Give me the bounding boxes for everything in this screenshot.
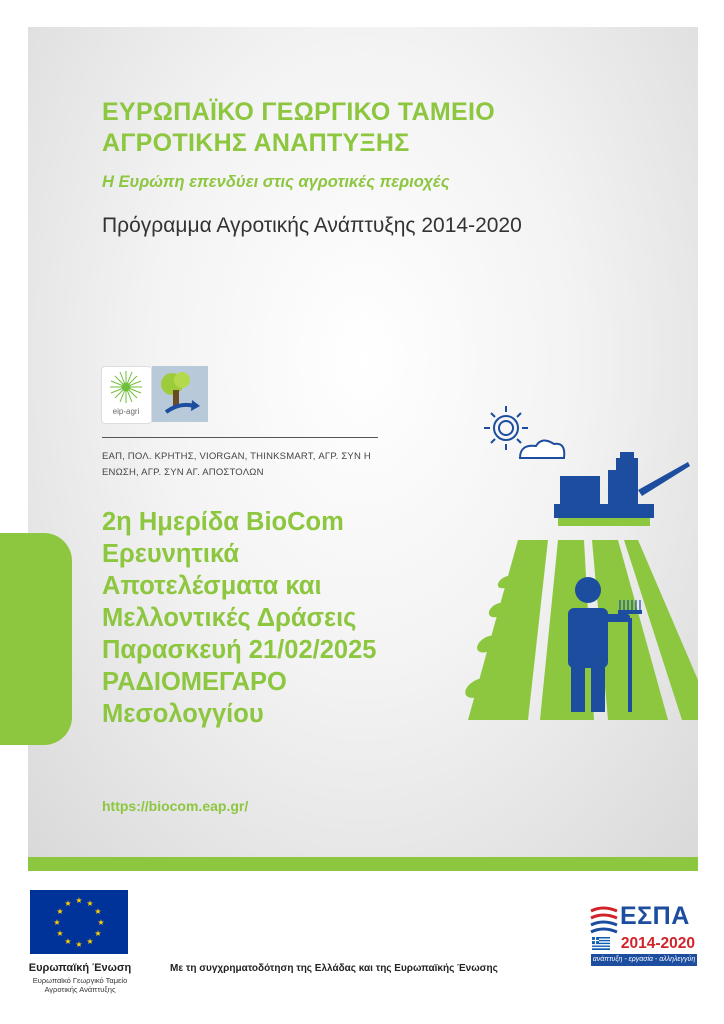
- svg-text:★: ★: [94, 929, 102, 938]
- svg-text:★: ★: [94, 907, 102, 916]
- svg-text:★: ★: [86, 899, 94, 908]
- espa-logo-tagline: ανάπτυξη - εργασία - αλληλεγγύη: [591, 954, 697, 966]
- cloud-icon: [520, 440, 564, 458]
- svg-text:★: ★: [56, 929, 64, 938]
- svg-text:★: ★: [64, 899, 72, 908]
- tree-puzzle-logo: [152, 366, 201, 422]
- fund-title: [102, 97, 495, 159]
- espa-logo-name: ΕΣΠΑ: [620, 902, 690, 930]
- cofunding-text: Με τη συγχρηματοδότηση της Ελλάδας και της Ευρωπαϊκής Ένωσης: [170, 963, 498, 974]
- event-details: [102, 506, 376, 730]
- svg-text:★: ★: [86, 937, 94, 946]
- greek-flag-icon: [592, 937, 610, 950]
- green-side-tab: [0, 533, 72, 745]
- event-line-actions: Μελλοντικές Δράσεις: [102, 604, 357, 632]
- eip-agri-logo: [101, 366, 152, 424]
- event-line-venue: ΡΑΔΙΟΜΕΓΑΡΟ: [102, 668, 287, 696]
- event-line-date: Παρασκευή 21/02/2025: [102, 636, 377, 664]
- eu-fund-line2: Αγροτικής Ανάπτυξης: [44, 985, 116, 994]
- svg-text:★: ★: [64, 937, 72, 946]
- website-link[interactable]: https://biocom.eap.gr/: [102, 798, 249, 814]
- event-line-title: 2η Ημερίδα BioCom: [102, 508, 344, 536]
- eu-fund-line1: Ευρωπαϊκό Γεωργικό Ταμείο: [32, 976, 128, 985]
- divider-line: [102, 437, 378, 438]
- program-title: Πρόγραμμα Αγροτικής Ανάπτυξης 2014-2020: [102, 214, 522, 237]
- event-line-results: Αποτελέσματα και: [102, 572, 322, 600]
- svg-text:★: ★: [75, 896, 83, 905]
- sun-icon: [484, 406, 528, 450]
- svg-text:★: ★: [75, 940, 83, 949]
- partners-line2: ΕΝΩΣΗ, ΑΓΡ. ΣΥΝ ΑΓ. ΑΠΟΣΤΟΛΩΝ: [102, 467, 264, 478]
- farm-illustration: [458, 400, 698, 730]
- eu-name-label: Ευρωπαϊκή Ένωση: [28, 962, 132, 974]
- eip-agri-label: eip-agri: [112, 407, 140, 416]
- partners-text: [102, 449, 372, 481]
- fund-title-line2: ΑΓΡΟΤΙΚΗΣ ΑΝΑΠΤΥΞΗΣ: [102, 129, 410, 157]
- eu-flag-logo: [30, 890, 128, 954]
- harvester-icon: [554, 452, 690, 526]
- eu-fund-label: [12, 976, 148, 994]
- espa-logo-years: 2014-2020: [613, 935, 695, 953]
- fund-title-line1: ΕΥΡΩΠΑΪΚΟ ΓΕΩΡΓΙΚΟ ΤΑΜΕΙΟ: [102, 98, 495, 126]
- fund-subtitle: Η Ευρώπη επενδύει στις αγροτικές περιοχές: [102, 173, 450, 191]
- green-footer-bar: [28, 857, 698, 871]
- svg-text:★: ★: [97, 918, 105, 927]
- svg-text:★: ★: [56, 907, 64, 916]
- event-line-research: Ερευνητικά: [102, 540, 240, 568]
- svg-text:★: ★: [53, 918, 61, 927]
- partners-line1: ΕΑΠ, ΠΟΛ. ΚΡΗΤΗΣ, VIORGAN, THINKSMART, ΑΓΡ. ΣΥΝ Η: [102, 451, 371, 462]
- event-line-town: Μεσολογγίου: [102, 700, 264, 728]
